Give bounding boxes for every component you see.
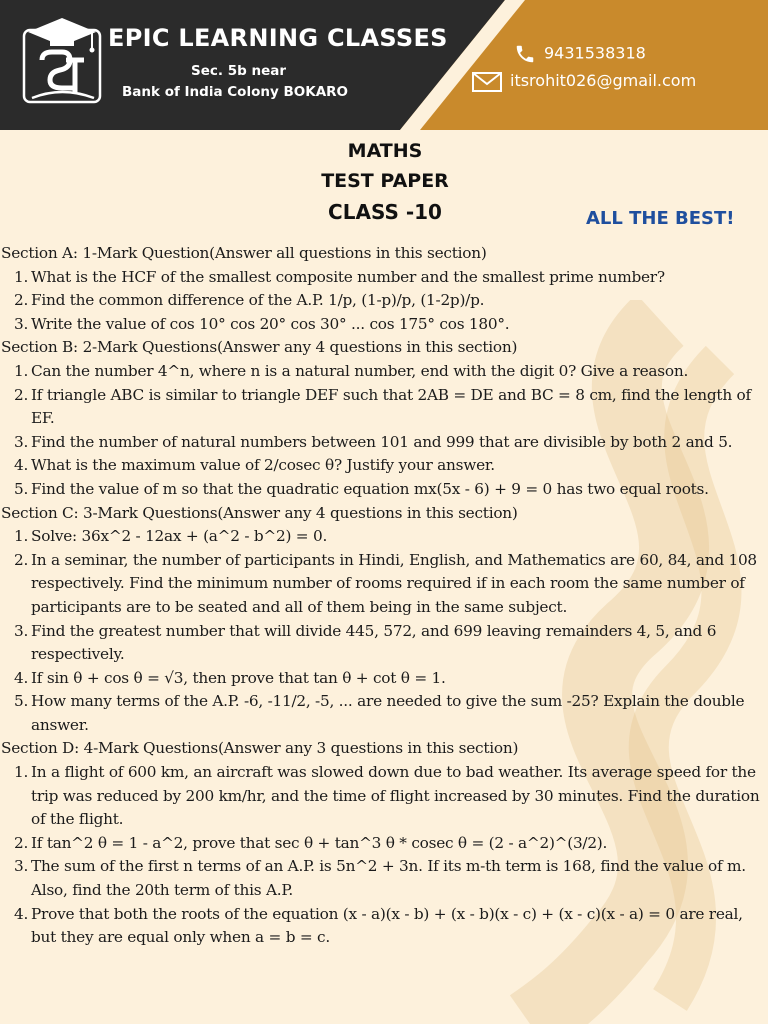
question-item: 1. Can the number 4^n, where n is a natural number, end with the digit 0? Give a reason. bbox=[14, 361, 689, 380]
question-paper bbox=[0, 242, 768, 950]
question-text: Solve: 36x^2 - 12ax + (a^2 - b^2) = 0. bbox=[31, 527, 328, 546]
question-item: 1. Solve: 36x^2 - 12ax + (a^2 - b^2) = 0. bbox=[14, 527, 328, 546]
phone-number: 9431538318 bbox=[544, 43, 646, 63]
question-text: Can the number 4^n, where n is a natural number, end with the digit 0? Give a reason. bbox=[31, 361, 689, 380]
header-background bbox=[0, 0, 768, 130]
email-address: itsrohit026@gmail.com bbox=[510, 71, 697, 90]
mail-icon bbox=[472, 72, 502, 92]
question-item: 5. How many terms of the A.P. -6, -11/2, -5, ... are needed to give the sum -25? Explain the double answer. bbox=[14, 692, 745, 734]
question-text: Prove that both the roots of the equation (x - a)(x - b) + (x - b)(x - c) + (x - c)(x - a) = 0 are real, but they are equal only when a = b = c. bbox=[31, 904, 743, 947]
question-item: 2. Find the common difference of the A.P. 1/p, (1-p)/p, (1-2p)/p. bbox=[14, 291, 485, 310]
question-text: What is the HCF of the smallest composite number and the smallest prime number? bbox=[31, 267, 665, 286]
question-item: 4. If sin θ + cos θ = √3, then prove that tan θ + cot θ = 1. bbox=[14, 668, 446, 687]
question-text: Find the number of natural numbers between 101 and 999 that are divisible by both 2 and 5. bbox=[31, 432, 733, 451]
question-item: 5. Find the value of m so that the quadratic equation mx(5x - 6) + 9 = 0 has two equal roots. bbox=[14, 479, 709, 498]
section-heading: Section A: 1-Mark Question(Answer all questions in this section) bbox=[1, 244, 487, 262]
phone-contact bbox=[514, 43, 646, 65]
question-text: Write the value of cos 10° cos 20° cos 30° ... cos 175° cos 180°. bbox=[31, 314, 510, 333]
section-heading: Section C: 3-Mark Questions(Answer any 4 questions in this section) bbox=[1, 503, 518, 522]
section-heading: Section D: 4-Mark Questions(Answer any 3 questions in this section) bbox=[1, 739, 519, 758]
question-text: How many terms of the A.P. -6, -11/2, -5, ... are needed to give the sum -25? Explain the double answer. bbox=[31, 692, 745, 734]
question-text: If sin θ + cos θ = √3, then prove that tan θ + cot θ = 1. bbox=[31, 668, 446, 687]
question-text: Find the value of m so that the quadratic equation mx(5x - 6) + 9 = 0 has two equal roots. bbox=[31, 479, 709, 498]
question-text: The sum of the first n terms of an A.P. is 5n^2 + 3n. If its m-th term is 168, find the value of m. Also, find the 20th term of this A.P. bbox=[31, 857, 746, 900]
header-banner bbox=[0, 0, 768, 130]
phone-icon bbox=[514, 43, 536, 65]
question-text: In a seminar, the number of participants in Hindi, English, and Mathematics are 60, 84, and 108 respectively. Find the minimum number of rooms required if in each room the same number of participants are to be seated and all of them being in the same subject. bbox=[31, 550, 757, 616]
class-title: CLASS -10 bbox=[328, 200, 442, 224]
address-line-2: Bank of India Colony BOKARO bbox=[122, 84, 349, 100]
question-item: 2. In a seminar, the number of participants in Hindi, English, and Mathematics are 60, 84, and 108 respectively. Find the minimum number of rooms required if in each room the same number of participants are to be seated and all of them being in the same subject. bbox=[14, 550, 757, 616]
school-logo-icon bbox=[22, 16, 104, 104]
question-text: If triangle ABC is similar to triangle DEF such that 2AB = DE and BC = 8 cm, find the length of EF. bbox=[31, 385, 751, 428]
question-item: 3. Find the number of natural numbers between 101 and 999 that are divisible by both 2 and 5. bbox=[14, 432, 733, 451]
question-text: What is the maximum value of 2/cosec θ? Justify your answer. bbox=[31, 456, 495, 475]
question-item: 3. Find the greatest number that will divide 445, 572, and 699 leaving remainders 4, 5, and 6 respectively. bbox=[14, 621, 717, 664]
question-item: 4. What is the maximum value of 2/cosec θ? Justify your answer. bbox=[14, 456, 495, 475]
question-item: 2. If tan^2 θ = 1 - a^2, prove that sec θ + tan^3 θ * cosec θ = (2 - a^2)^(3/2). bbox=[14, 833, 608, 852]
question-item: 3. The sum of the first n terms of an A.P. is 5n^2 + 3n. If its m-th term is 168, find the value of m. Also, find the 20th term of this A.P. bbox=[14, 857, 746, 900]
section-heading: Section B: 2-Mark Questions(Answer any 4 questions in this section) bbox=[1, 338, 518, 357]
email-contact bbox=[472, 71, 696, 92]
question-text: Find the greatest number that will divide 445, 572, and 699 leaving remainders 4, 5, and 6 respectively. bbox=[31, 621, 717, 664]
subject-title: MATHS bbox=[347, 140, 423, 162]
question-item: 4. Prove that both the roots of the equation (x - a)(x - b) + (x - b)(x - c) + (x - c)(x - a) = 0 are real, but they are equal only when a = b = c. bbox=[14, 904, 743, 947]
address-line-1: Sec. 5b near bbox=[191, 63, 287, 79]
question-item: 2. If triangle ABC is similar to triangle DEF such that 2AB = DE and BC = 8 cm, find the length of EF. bbox=[14, 385, 751, 428]
question-text: Find the common difference of the A.P. 1/p, (1-p)/p, (1-2p)/p. bbox=[31, 291, 485, 310]
question-item: 3. Write the value of cos 10° cos 20° cos 30° ... cos 175° cos 180°. bbox=[14, 314, 510, 333]
question-item: 1. In a flight of 600 km, an aircraft was slowed down due to bad weather. Its average speed for the trip was reduced by 200 km/hr, and the time of flight increased by 30 minutes. Find the duration of the flight. bbox=[14, 763, 760, 829]
question-item: 1. What is the HCF of the smallest composite number and the smallest prime number? bbox=[14, 267, 665, 286]
question-text: If tan^2 θ = 1 - a^2, prove that sec θ + tan^3 θ * cosec θ = (2 - a^2)^(3/2). bbox=[31, 833, 608, 852]
brand-name: EPIC LEARNING CLASSES bbox=[108, 24, 448, 52]
question-text: In a flight of 600 km, an aircraft was slowed down due to bad weather. Its average speed for the trip was reduced by 200 km/hr, and the time of flight increased by 30 minutes. Find the duration of the flight. bbox=[31, 763, 760, 829]
paper-title: TEST PAPER bbox=[321, 170, 449, 192]
all-the-best-note: ALL THE BEST! bbox=[586, 208, 735, 229]
